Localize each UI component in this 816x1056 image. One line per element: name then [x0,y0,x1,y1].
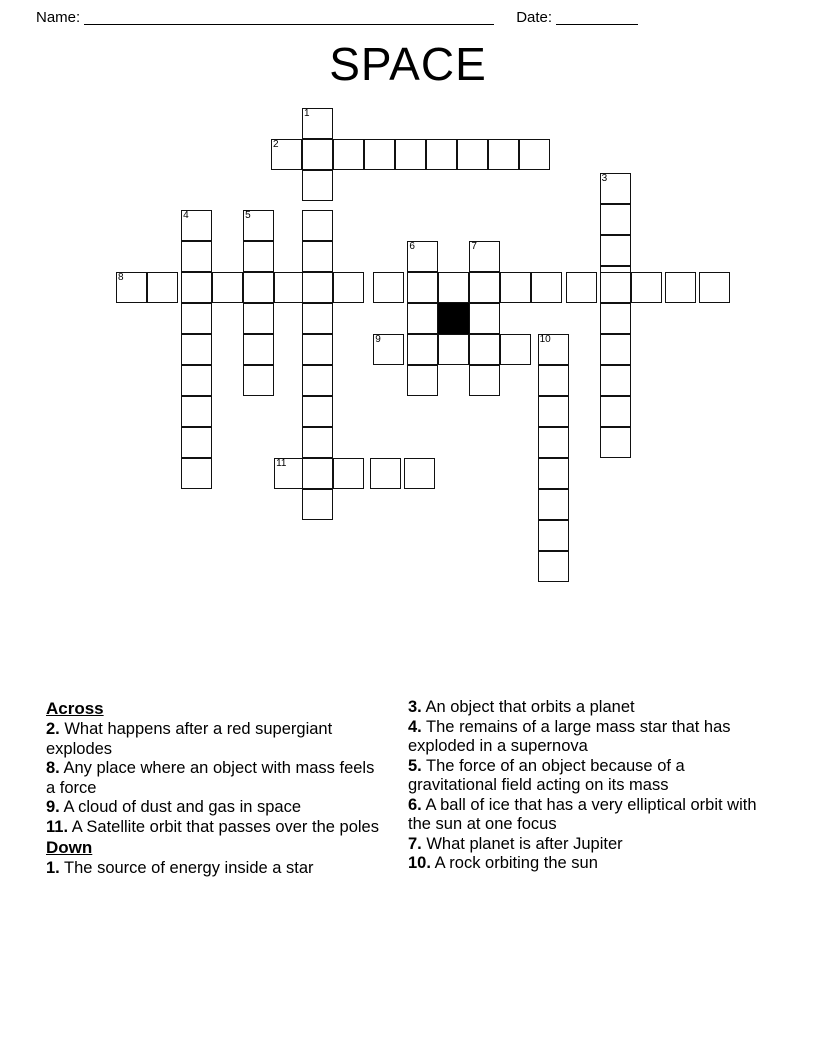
clue-text: The force of an object because of a gravitational field acting on its mass [408,756,685,794]
clue-item [46,798,386,818]
clue-text: A rock orbiting the sun [430,854,598,872]
grid-cell[interactable] [302,170,333,201]
grid-cell-number: 4 [183,210,189,222]
grid-cell[interactable] [407,241,438,272]
grid-cell[interactable] [302,303,333,334]
clue-item [408,835,776,855]
grid-cell[interactable] [438,272,469,303]
grid-cell[interactable] [538,489,569,520]
grid-cell[interactable] [538,458,569,489]
grid-cell[interactable] [302,489,333,520]
clue-number: 6. [408,795,422,814]
grid-cell[interactable] [181,427,212,458]
clue-text: The source of energy inside a star [59,859,314,877]
clue-item [408,854,776,874]
grid-cell[interactable] [181,303,212,334]
grid-cell[interactable] [181,241,212,272]
clue-text: What planet is after Jupiter [421,834,623,853]
grid-cell[interactable] [243,241,274,272]
clue-item [408,757,776,796]
grid-cell[interactable] [469,303,500,334]
down-heading: Down [46,838,93,857]
grid-cell[interactable] [181,334,212,365]
grid-cell-number: 10 [539,334,551,346]
grid-cell[interactable] [302,365,333,396]
grid-cell[interactable] [333,458,364,489]
clue-item [46,720,386,759]
grid-cell[interactable] [373,272,404,303]
grid-cell-number: 8 [118,272,124,284]
grid-cell[interactable] [181,365,212,396]
grid-cell-number: 7 [471,241,477,253]
grid-cell[interactable] [302,396,333,427]
clue-number: 8. [46,759,60,777]
clue-item [408,698,776,718]
grid-cell[interactable] [699,272,730,303]
grid-cell[interactable] [407,303,438,334]
clue-number: 3. [408,698,422,716]
grid-cell[interactable] [116,272,147,303]
clue-text: What happens after a red supergiant explodes [46,720,333,758]
grid-cell[interactable] [600,173,631,204]
grid-cell[interactable] [274,458,305,489]
grid-cell[interactable] [333,139,364,170]
grid-cell[interactable] [469,334,500,365]
grid-cell[interactable] [600,303,631,334]
grid-cell[interactable] [469,272,500,303]
grid-cell[interactable] [302,210,333,241]
grid-cell-number: 9 [375,334,381,346]
clue-item [408,718,776,757]
clue-number: 1. [46,859,60,877]
clue-item [46,859,386,879]
grid-cell[interactable] [426,139,457,170]
grid-cell[interactable] [302,334,333,365]
grid-cell[interactable] [243,334,274,365]
page-title: SPACE [329,38,487,90]
date-label: Date: [516,8,553,26]
grid-cell[interactable] [364,139,395,170]
grid-cell[interactable] [538,365,569,396]
clue-number: 11. [46,817,69,836]
name-label: Name: [36,8,81,26]
down-clue-list-right [408,698,776,874]
grid-cell[interactable] [600,396,631,427]
grid-cell[interactable] [469,365,500,396]
down-clue-list-left [46,859,386,879]
clue-text: A Satellite orbit that passes over the poles [68,817,379,836]
grid-cell[interactable] [373,334,404,365]
grid-cell-number: 1 [304,108,310,119]
grid-cell[interactable] [488,139,519,170]
grid-cell[interactable] [566,272,597,303]
grid-cell[interactable] [600,365,631,396]
grid-cell[interactable] [600,235,631,266]
grid-cell[interactable] [538,334,569,365]
grid-cell[interactable] [333,272,364,303]
clue-number: 10. [408,854,431,872]
grid-cell[interactable] [538,520,569,551]
grid-cell[interactable] [538,396,569,427]
grid-cell-number: 6 [409,241,415,253]
grid-cell[interactable] [500,334,531,365]
grid-cell-number: 2 [273,139,279,150]
grid-cell[interactable] [302,241,333,272]
grid-cell[interactable] [243,365,274,396]
clue-text: A ball of ice that has a very elliptical orbit with the sun at one focus [408,795,757,833]
grid-cell[interactable] [407,272,438,303]
grid-cell[interactable] [302,272,333,303]
grid-cell[interactable] [469,241,500,272]
across-heading: Across [46,699,104,718]
grid-cell[interactable] [147,272,178,303]
clue-item [46,818,386,838]
grid-cell[interactable] [243,272,274,303]
grid-cell[interactable] [600,427,631,458]
clue-number: 7. [408,834,422,853]
grid-cell[interactable] [271,139,302,170]
clue-text: An object that orbits a planet [421,698,635,716]
clue-number: 4. [408,717,422,736]
clue-number: 5. [408,756,422,775]
clue-item [46,759,386,798]
grid-cell[interactable] [302,427,333,458]
grid-cell[interactable] [600,334,631,365]
grid-cell[interactable] [600,204,631,235]
clue-text: The remains of a large mass star that has exploded in a supernova [408,717,731,755]
grid-cell[interactable] [665,272,696,303]
grid-cell[interactable] [302,458,333,489]
grid-cell-number: 5 [245,210,251,222]
clue-text: A cloud of dust and gas in space [59,798,302,816]
grid-cell[interactable] [212,272,243,303]
grid-cell[interactable] [302,108,333,139]
grid-cell[interactable] [243,303,274,334]
grid-cell[interactable] [274,272,305,303]
grid-cell[interactable] [631,272,662,303]
grid-cell-number: 11 [276,458,287,470]
clue-number: 9. [46,798,60,816]
grid-cell[interactable] [500,272,531,303]
across-clue-list [46,720,386,837]
grid-cell[interactable] [457,139,488,170]
grid-cell[interactable] [395,139,426,170]
grid-cell[interactable] [243,210,274,241]
grid-cell[interactable] [438,334,469,365]
grid-cell[interactable] [600,272,631,303]
grid-cell[interactable] [370,458,401,489]
grid-cell[interactable] [302,139,333,170]
grid-cell[interactable] [181,458,212,489]
grid-cell[interactable] [531,272,562,303]
clues-column-right [408,698,776,874]
grid-cell[interactable] [407,334,438,365]
grid-cell[interactable] [538,427,569,458]
grid-cell[interactable] [519,139,550,170]
grid-cell[interactable] [404,458,435,489]
clue-text: Any place where an object with mass feels a force [46,759,375,797]
clue-number: 2. [46,720,60,738]
grid-cell[interactable] [181,210,212,241]
grid-cell[interactable] [181,272,212,303]
grid-cell-number: 3 [601,173,608,185]
grid-block-cell [438,303,469,334]
grid-cell[interactable] [181,396,212,427]
grid-cell[interactable] [538,551,569,582]
clues-column-left [46,698,386,879]
grid-cell[interactable] [407,365,438,396]
clue-item [408,796,776,835]
